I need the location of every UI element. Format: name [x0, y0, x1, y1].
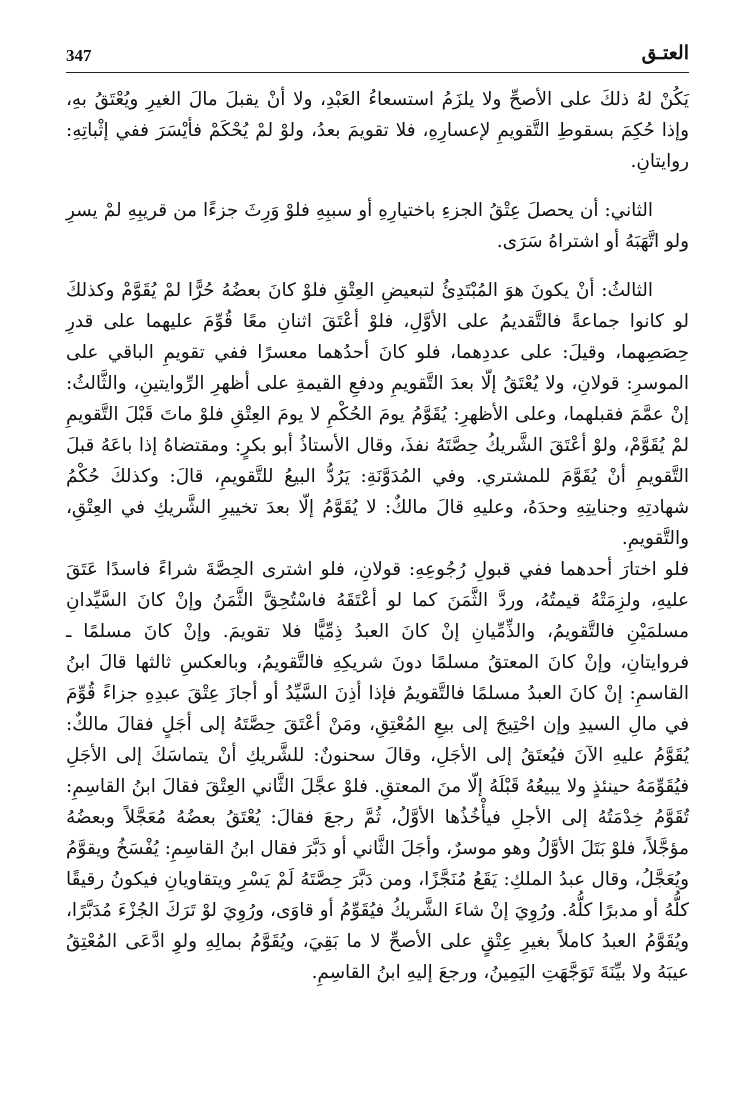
- paragraph-third-condition: الثالثُ: أنْ يكونَ هوَ المُبْتَدِئُ لتبعيضِ العِتْقِ فلوْ كانَ بعضُهُ حُرًّا لمْ يُقَوَّمْ وكذلكَ لو كانوا جماعةً فالتَّقديمُ على الأوَّلِ، فلوْ أعْتَقَ اثنانِ معًا قُوِّمَ عليهما على قدرِ حِصَصِهما، وقيلَ: على عددِهما، فلو كانَ أحدُهما معسرًا ففي تقويمِ الباقي على الموسرِ: قولانِ، ولا يُعْتَقُ إلّا بعدَ التَّقويمِ ودفعِ القيمةِ على أظهرِ الرِّوايتينِ، والثَّالثُ: إنْ عمَّمَ فقبلهما، وعلى الأظهرِ: يُقَوَّمُ يومَ الحُكْمِ لا يومَ العِتْقِ فلوْ ماتَ قَبْلَ التَّقويمِ لمْ يُقَوَّمْ، ولوْ أعْتَقَ الشَّريكُ حِصَّتَهُ نفذَ، وقال الأستاذُ أبو بكرٍ: ومقتضاهُ إذا باعَهُ قبلَ التَّقويمِ أنْ يُقَوَّمَ للمشتري. وفي المُدَوَّنَةِ: يَرُدُّ البيعُ للتَّقويمِ، قالَ: وكذلكَ حُكْمُ شهادتِهِ وجنايتِهِ وحدَهُ، وعليهِ قالَ مالكٌ: لا يُقَوَّمُ إلّا بعدَ تخييرِ الشَّريكِ في العِتْقِ، والتَّقويمِ.: [66, 280, 689, 549]
- paragraph-continuation: يَكُنْ لهُ ذلكَ على الأصحِّ ولا يلزَمُ استسعاءُ العَبْدِ، ولا أنْ يقبلَ مالَ الغيرِ ويُعْتَقُ بهِ، وإذا حُكِمَ بسقوطِ التَّقويمِ لإعسارِهِ، فلا تقويمَ بعدُ، ولوْ لمْ يُحْكَمْ فأيْسَرَ ففي إثْباتِهِ: روايتانِ.: [66, 89, 689, 172]
- page-body: [66, 84, 689, 988]
- page-number: 347: [66, 46, 92, 65]
- paragraph-options: فلو اختارَ أحدهما ففي قبولِ رُجُوعِهِ: قولانِ، فلو اشترى الحِصَّةَ شراءً فاسدًا عَتَقَ عليهِ، ولزِمَتْهُ قيمتُهُ، وردَّ الثَّمَنَ كما لو أعْتَقَهُ فاسْتُحِقَّ الثَّمَنُ وإنْ كانَ السَّيِّدانِ مسلمَيْنِ فالتَّقويمُ، والذِّمِّيانِ إنْ كانَ العبدُ ذِمِّيًّا فلا تقويمَ. وإنْ كانَ مسلمًا ـ فروايتانِ، وإنْ كانَ المعتقُ مسلمًا دونَ شريكِهِ فالتَّقويمُ، وبالعكسِ ثالثها قالَ ابنُ القاسمِ: إنْ كانَ العبدُ مسلمًا فالتَّقويمُ فإذا أذِنَ السَّيِّدُ أو أجازَ عِتْقَ عبدِهِ جزاءً قُوِّمَ في مالِ السيدِ وإن احْتِيجَ إلى بيعِ المُعْتِقِ، ومَنْ أعْتَقَ حِصَّتَهُ إلى أجَلٍ فقالَ مالكٌ: يُقَوَّمُ عليهِ الآنَ فيُعتَقُ إلى الأجَلِ، وقالَ سحنونٌ: للشَّريكِ أنْ يتماسَكَ إلى الأجَلِ فيُقَوِّمَهُ حينئذٍ ولا يبيعُهُ قَبْلَهُ إلّا منَ المعتقِ. فلوْ عجَّلَ الثَّاني العِتْقَ فقالَ ابنُ القاسِمِ: تُقَوَّمُ خِدْمَتُهُ إلى الأجلِ فيأْخُذُها الأوَّلُ، ثُمَّ رجعَ فقالَ: يُعْتَقُ بعضُهُ مُعَجَّلاً وبعضُهُ مؤجَّلاً، فلوْ بَتَلَ الأوَّلُ وهو موسرٌ، وأجَلَ الثَّاني أو دَبَّرَ فقال ابنُ القاسِمِ: يُفْسَخُ ويقوَّمُ ويُعَجَّلُ، وقال عبدُ الملكِ: يَقَعُ مُنَجَّزًا، ومن دَبَّرَ حِصَّتَهُ لَمْ يَسْرِ ويتقاويانِ فيكونُ رقيقًا كلُّهُ أو مدبرًا كلُّهُ. ورُوِيَ إنْ شاءَ الشَّريكُ فيُقَوِّمُ أو قاوَى، ورُوِيَ لوْ تَرَكَ الجُزْءَ مُدَبَّرًا، ويُقَوَّمُ العبدُ كاملاً بغيرِ عِتْقٍ على الأصحِّ لا ما بَقِيَ، ويُقَوَّمُ بمالِهِ ولوِ ادَّعَى المُعْتِقُ عيبَهُ ولا بيِّنَةَ تَوَجَّهَتِ اليَمِينُ، ورجعَ إليهِ ابنُ القاسِمِ.: [66, 559, 689, 983]
- header-divider: [66, 72, 689, 73]
- running-head: العتـق: [641, 42, 689, 64]
- page-header: [66, 40, 689, 70]
- paragraph-second-condition: الثاني: أن يحصلَ عِتْقُ الجزءِ باختيارِهِ أو سببِهِ فلوْ وَرِثَ جزءًا من قريبِهِ لمْ يسرِ ولو اتَّهَبَهُ أو اشتراهُ سَرَى.: [66, 200, 689, 252]
